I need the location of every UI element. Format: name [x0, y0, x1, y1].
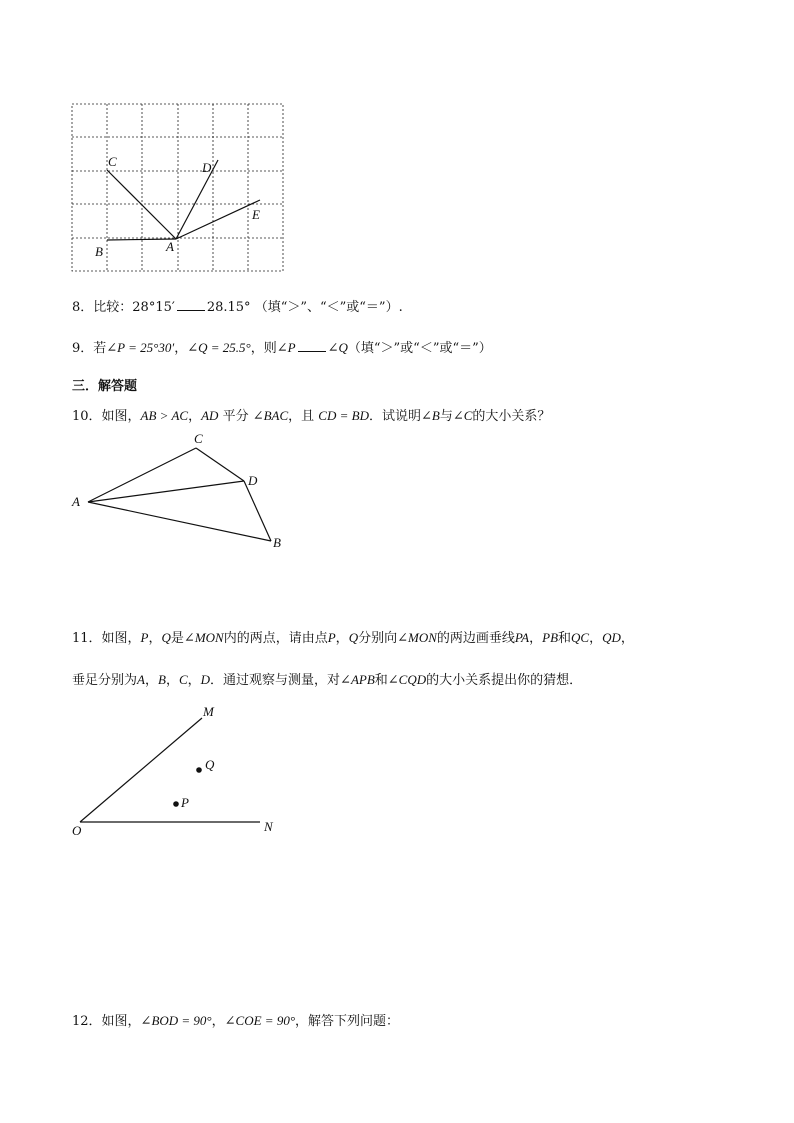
q8-number: 8．比较：	[72, 300, 133, 315]
q11-qc: QC	[571, 630, 590, 645]
point-P	[173, 801, 179, 807]
q11-mon: ∠MON	[183, 630, 224, 645]
label-C: C	[194, 431, 203, 446]
q10-number: 10．如图，	[72, 409, 141, 424]
q12-angle-2: ∠COE = 90°	[224, 1013, 296, 1028]
q10-text-2: 平分	[218, 409, 253, 424]
label-D: D	[202, 160, 212, 175]
q11-l2-t3: 和	[374, 673, 388, 688]
q9-then: ，则	[250, 341, 277, 356]
q11-t6: 的两边画垂线	[436, 631, 515, 646]
q11-t4: ，	[335, 631, 349, 646]
label-A: A	[166, 239, 174, 254]
q10-text-5: 与	[439, 409, 453, 424]
q11-mon2: ∠MON	[397, 630, 437, 645]
q11-l2-c: C	[178, 672, 188, 687]
q11-q2: Q	[348, 630, 359, 645]
q9-p: ∠P	[276, 340, 296, 355]
label-M: M	[203, 704, 214, 719]
q9-p-expr: ∠P = 25°30′	[106, 340, 175, 355]
q11-pa: PA	[514, 630, 530, 645]
q11-pb: PB	[542, 630, 559, 645]
label-Q: Q	[205, 757, 215, 772]
q10-text-3: ，且	[288, 409, 319, 424]
q11-l2-t2: ．通过观察与测量，对	[210, 673, 341, 688]
q12-number: 12．如图，	[72, 1014, 141, 1029]
q11-l2-s3: ，	[187, 673, 201, 688]
q11-l2-s1: ，	[144, 673, 158, 688]
q9-q-expr: ∠Q = 25.5°	[187, 340, 251, 355]
q9-hint: （填“＞”或“＜”或“＝”）	[347, 341, 492, 356]
q11-l2-t4: 的大小关系提出你的猜想．	[426, 673, 583, 688]
label-B: B	[95, 244, 103, 259]
q11-t8: 和	[558, 631, 572, 646]
q11-q: Q	[161, 630, 171, 645]
q10-cond-3: ∠BAC	[252, 408, 289, 423]
section-heading: 三．解答题	[72, 379, 138, 394]
q10-text-1: ，	[188, 409, 202, 424]
label-E: E	[252, 207, 260, 222]
q10-cond-6: ∠C	[452, 408, 473, 423]
label-P: P	[181, 795, 189, 810]
q11-t10: ，	[620, 631, 634, 646]
question-12	[72, 1010, 399, 1029]
label-O: O	[72, 823, 82, 838]
q10-cond-2: AD	[201, 408, 219, 423]
q10-cond-4: CD = BD	[318, 408, 369, 423]
label-A: A	[72, 494, 80, 509]
q11-p: P	[140, 630, 149, 645]
q8-value-a: 28°15′	[132, 300, 175, 315]
q11-l2-apb: ∠APB	[340, 672, 375, 687]
q11-l2-s2: ，	[165, 673, 179, 688]
q11-t2: 是	[170, 631, 184, 646]
label-N: N	[264, 819, 273, 834]
q11-t5: 分别向	[358, 631, 398, 646]
q11-l2-d: D	[200, 672, 211, 687]
q10-cond-1: AB > AC	[140, 408, 189, 423]
q10-cond-5: ∠B	[420, 408, 440, 423]
q12-angle-1: ∠BOD = 90°	[140, 1013, 212, 1028]
q10-text-4: ．试说明	[368, 409, 421, 424]
q11-p2: P	[327, 630, 336, 645]
q11-l2-a: A	[137, 672, 145, 687]
q11-t7: ，	[529, 631, 543, 646]
q11-t9: ，	[589, 631, 603, 646]
label-C: C	[108, 154, 117, 169]
q12-t1: ，	[211, 1014, 225, 1029]
q9-number: 9．若	[72, 341, 107, 356]
q9-sep: ，	[174, 341, 188, 356]
q11-t3: 内的两点，请由点	[223, 631, 328, 646]
q9-q: ∠Q	[327, 340, 348, 355]
q11-l2-b: B	[157, 672, 166, 687]
q8-hint: （填“＞”、“＜”或“＝”）.	[254, 300, 403, 315]
point-Q	[196, 767, 202, 773]
q12-t2: ，解答下列问题：	[295, 1014, 400, 1029]
q10-text-6: 的大小关系？	[472, 409, 551, 424]
q11-number: 11．如图，	[72, 631, 141, 646]
q11-qd: QD	[602, 630, 621, 645]
q8-value-b: 28.15°	[206, 300, 251, 315]
q11-l2-t1: 垂足分别为	[72, 673, 138, 688]
label-D: D	[248, 473, 258, 488]
q11-l2-cqd: ∠CQD	[387, 672, 427, 687]
label-B: B	[273, 535, 281, 550]
q11-t1: ，	[148, 631, 162, 646]
